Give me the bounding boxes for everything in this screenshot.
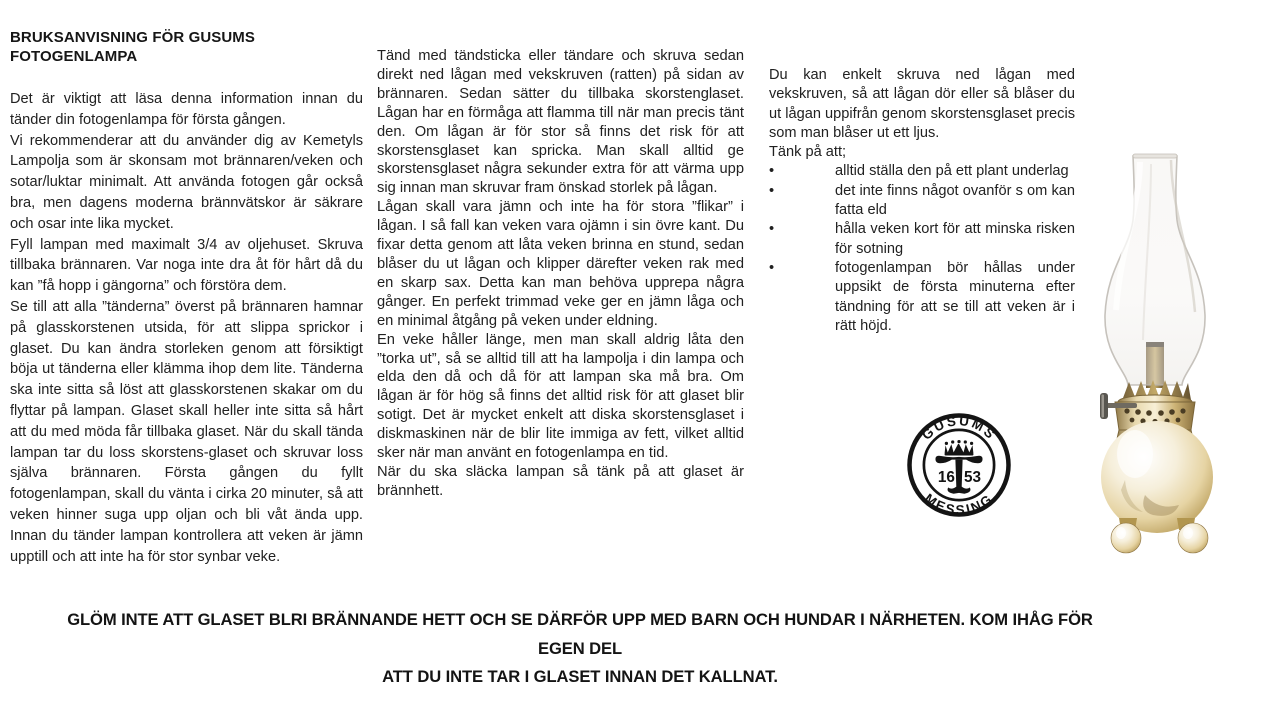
warning-line-2: ATT DU INTE TAR I GLASET INNAN DET KALLNAT. [382,667,778,686]
list-item-text: alltid ställa den på ett plant underlag [835,163,1069,180]
list-item [769,182,1075,221]
paragraph: Fyll lampan med maximalt 3/4 av oljehuset. Skruva tillbaka brännaren. Var noga inte dra åt för hårt då du kan ”få hopp i gängorna” och förstöra dem. [10,236,363,295]
column-1 [10,28,363,567]
list-item [769,220,1075,259]
logo-arc-top-text: GUSUMS [918,413,1000,443]
crown-icon [945,440,974,456]
svg-text:MESSING [922,491,997,518]
logo-arc-bottom-text: MESSING [921,490,997,518]
paragraph: Se till att alla ”tänderna” överst på brännaren hamnar på glasskorstenen utsida, för att slippa sprickor i glaset. Du kan ändra storleken genom att försiktigt böja ut tänderna eller klämma ihop dem lite. Tänderna ska inte sitta så löst att glasskorstenen skakar om du flyttar på lampan. Glaset skall heller inte sitta så hårt att du med möda får tillbaka glaset. När du skall tända lampan tar du loss skorstens-glaset och skruvar loss själva brännaren. Första gången du fyllt fotogenlampan, skall du vänta i cirka 20 minuter, så att veken hinner suga upp oljan och bli våt ända upp. Innan du tänder lampan kontrollera att veken är jämn upptill och att inte ha för stor synbar veke. [10,298,363,565]
bullet-icon: • [769,182,775,199]
paragraph: Det är viktigt att läsa denna information innan du tänder din fotogenlampa för första gången. [10,91,363,128]
list-item-text: hålla veken kort för att minska risken för sotning [835,221,1075,257]
paragraph: När du ska släcka lampan så tänk på att glaset är brännhett. [377,463,744,499]
bullet-icon: • [769,259,775,276]
kerosene-lamp-photo [1085,150,1245,565]
warning-banner [42,606,1118,692]
list-item-text: fotogenlampan bör hållas under uppsikt de första minuterna efter tändning för att se till att veken är i rätt höjd. [835,259,1075,334]
paragraph: Du kan enkelt skruva ned lågan med vekskruven, så att lågan dör eller så blåser du ut lågan uppifrån genom skorstensglaset precis som man blåser ut ett ljus. [769,67,1075,141]
paragraph: Tänd med tändsticka eller tändare och skruva sedan direkt ned lågan med vekskruven (ratten) på sidan av brännaren. Sedan sätter du tillbaka skorstenglaset. Lågan har en förmåga att flamma till när man precis tänt den. Om lågan är för stor så finns det risk för att skorstensglaset kan spricka. Man skall alltid ge skorstensglaset några sekunder extra för att värma upp sig innan man skruvar fram önskad storlek på lågan. [377,48,744,197]
paragraph: En veke håller länge, men man skall aldrig låta den ”torka ut”, så se alltid till att ha lampolja i din lampa och elda den då och då för att lampan ska må bra. Om lågan är för hög så finns det alltid risk för att glaset blir sotigt. Det är mycket enkelt att diska skorstensglaset i diskmaskinen när de blir lite immiga av fett, vilket alltid sker när man använt en fotogenlampa en tid. [377,331,744,462]
list-item [769,162,1075,181]
tips-list [769,162,1075,336]
seal-logo-icon [905,411,1013,519]
column-3 [769,66,1075,336]
column-2 [377,47,744,501]
paragraph: Lågan skall vara jämn och inte ha för stora ”flikar” i lågan. I så fall kan veken vara ojämn i sin övre kant. Du fixar detta genom att låta veken brinna en stund, sedan blåser du ut lågan och klipper därefter veken rak med en skarp sax. Detta kan man behöva upprepa några gånger. En perfekt trimmad veke ger en jämn låga och en minimal åtgång på veken under eldning. [377,199,744,329]
list-item [769,259,1075,336]
kerosene-lamp-icon [1085,150,1245,565]
bullet-icon: • [769,163,775,180]
list-item-text: det inte finns något ovanför s om kan fatta eld [835,182,1075,219]
paragraph: Vi rekommenderar att du använder dig av Kemetyls Lampolja som är skonsam mot brännaren/veken och sotar/luktar minimalt. Att använda fotogen går också bra, men dagens moderna brännvätskor är säkrare och osar inte lika mycket. [10,132,363,232]
bullet-icon: • [769,221,775,238]
warning-line-1: GLÖM INTE ATT GLASET BLRI BRÄNNANDE HETT OCH SE DÄRFÖR UPP MED BARN OCH HUNDAR I NÄRHETEN. KOM IHÅG FÖR EGEN DEL [67,610,1093,658]
logo-year-left: 16 [937,469,955,487]
logo-year-right: 53 [964,469,981,487]
gusums-messing-logo [905,411,1013,519]
page-title: BRUKSANVISNING FÖR GUSUMS FOTOGENLAMPA [10,29,256,65]
think-about-label: Tänk på att; [769,144,847,161]
oil-reservoir [1101,421,1213,533]
